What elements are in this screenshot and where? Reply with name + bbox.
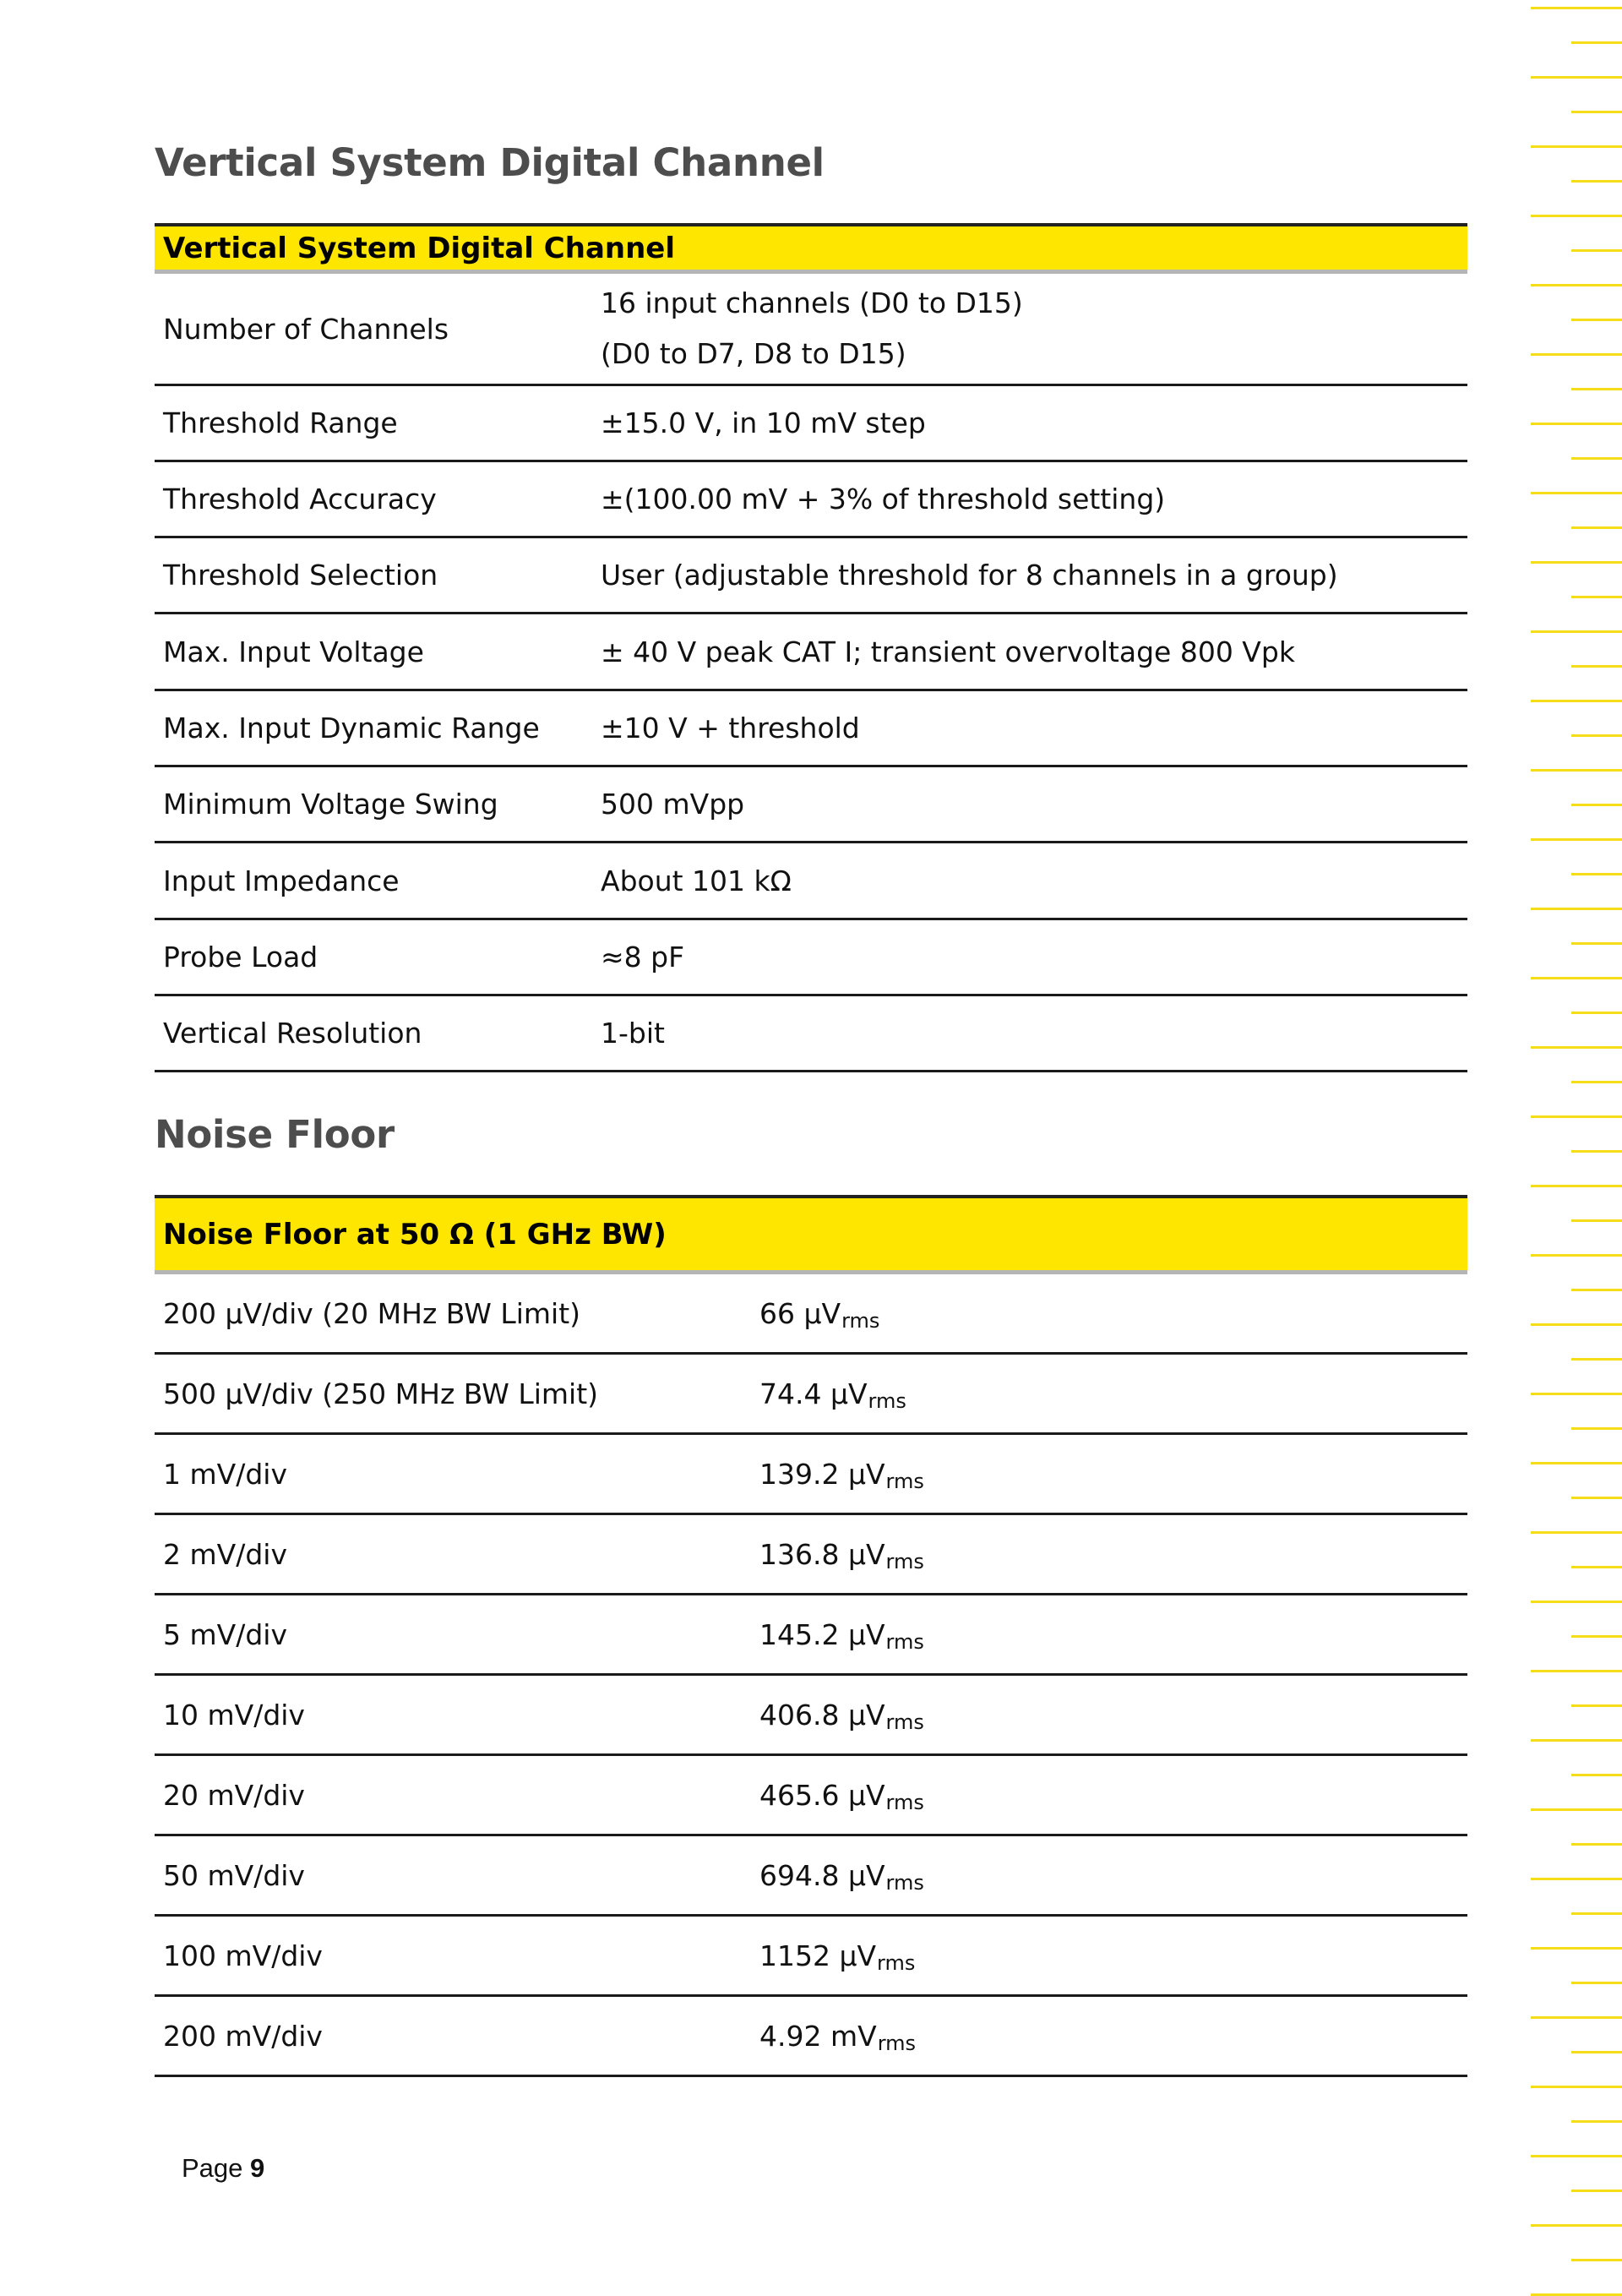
noise-value: 694.8 μV bbox=[759, 1858, 885, 1892]
stripe-line bbox=[1531, 284, 1622, 286]
stripe-line bbox=[1571, 388, 1622, 390]
stripe-line bbox=[1571, 873, 1622, 875]
rms-subscript: rms bbox=[885, 1710, 924, 1734]
stripe-line bbox=[1531, 76, 1622, 79]
stripe-line bbox=[1531, 1531, 1622, 1534]
stripe-line bbox=[1571, 249, 1622, 252]
stripe-line bbox=[1571, 1358, 1622, 1361]
stripe-line bbox=[1531, 838, 1622, 841]
rms-subscript: rms bbox=[868, 1389, 906, 1413]
table-row bbox=[155, 1435, 1467, 1515]
row-label: 50 mV/div bbox=[163, 1858, 305, 1892]
row-value: ±(100.00 mV + 3% of threshold setting) bbox=[601, 483, 1166, 515]
row-label: 200 μV/div (20 MHz BW Limit) bbox=[163, 1296, 581, 1330]
noise-value: 406.8 μV bbox=[759, 1698, 885, 1732]
row-label: Threshold Range bbox=[163, 406, 398, 439]
row-value: ≈8 pF bbox=[601, 941, 685, 973]
row-label: Max. Input Voltage bbox=[163, 635, 424, 668]
noise-value: 74.4 μV bbox=[759, 1377, 868, 1410]
stripe-line bbox=[1531, 1739, 1622, 1742]
noise-section-title: Noise Floor bbox=[155, 1112, 395, 1157]
rms-subscript: rms bbox=[885, 1791, 924, 1814]
row-value: ±10 V + threshold bbox=[601, 712, 860, 744]
noise-value: 465.6 μV bbox=[759, 1778, 885, 1812]
stripe-line bbox=[1531, 1947, 1622, 1950]
stripe-line bbox=[1571, 2259, 1622, 2261]
stripe-line bbox=[1571, 41, 1622, 44]
row-value: ± 40 V peak CAT I; transient overvoltage 800 Vpk bbox=[601, 635, 1295, 668]
row-value bbox=[759, 1997, 916, 2075]
stripe-line bbox=[1571, 1982, 1622, 1984]
stripe-line bbox=[1571, 1081, 1622, 1083]
row-label: Probe Load bbox=[163, 941, 318, 973]
rms-subscript: rms bbox=[877, 2031, 917, 2055]
row-label: Threshold Selection bbox=[163, 559, 438, 592]
table-row bbox=[155, 1997, 1467, 2077]
row-label: 100 mV/div bbox=[163, 1939, 323, 1972]
row-value-line-2: (D0 to D7, D8 to D15) bbox=[601, 337, 906, 370]
noise-value: 145.2 μV bbox=[759, 1617, 885, 1651]
stripe-line bbox=[1571, 2051, 1622, 2053]
stripe-line bbox=[1571, 111, 1622, 113]
table-row bbox=[155, 538, 1467, 614]
rms-subscript: rms bbox=[885, 1470, 924, 1493]
table-row bbox=[155, 1355, 1467, 1435]
row-label: 10 mV/div bbox=[163, 1698, 305, 1732]
stripe-line bbox=[1571, 319, 1622, 321]
stripe-line bbox=[1571, 1150, 1622, 1153]
stripe-line bbox=[1531, 145, 1622, 148]
stripe-line bbox=[1571, 1774, 1622, 1776]
stripe-line bbox=[1531, 2155, 1622, 2157]
stripe-line bbox=[1571, 1497, 1622, 1499]
table-row bbox=[155, 614, 1467, 691]
table-row bbox=[155, 767, 1467, 843]
decorative-stripes bbox=[1521, 0, 1622, 2294]
stripe-line bbox=[1531, 561, 1622, 564]
table-row bbox=[155, 920, 1467, 996]
stripe-line bbox=[1571, 2120, 1622, 2123]
table-row bbox=[155, 996, 1467, 1072]
table-row bbox=[155, 1515, 1467, 1595]
row-value: About 101 kΩ bbox=[601, 864, 792, 897]
row-value bbox=[759, 1595, 924, 1673]
row-label: Max. Input Dynamic Range bbox=[163, 712, 540, 744]
digital-table-header: Vertical System Digital Channel bbox=[155, 223, 1467, 274]
stripe-line bbox=[1531, 1601, 1622, 1603]
row-value bbox=[759, 1515, 924, 1593]
row-label: Input Impedance bbox=[163, 864, 400, 897]
stripe-line bbox=[1571, 2190, 1622, 2192]
row-label: Vertical Resolution bbox=[163, 1017, 422, 1050]
stripe-line bbox=[1531, 1323, 1622, 1326]
stripe-line bbox=[1531, 908, 1622, 910]
stripe-line bbox=[1531, 1115, 1622, 1118]
noise-floor-table bbox=[155, 1195, 1467, 2077]
stripe-line bbox=[1571, 1566, 1622, 1568]
row-label: Threshold Accuracy bbox=[163, 483, 437, 515]
stripe-line bbox=[1531, 492, 1622, 494]
stripe-line bbox=[1531, 2016, 1622, 2019]
rms-subscript: rms bbox=[841, 1309, 880, 1333]
table-row bbox=[155, 1676, 1467, 1756]
digital-section-title: Vertical System Digital Channel bbox=[155, 140, 825, 185]
stripe-line bbox=[1571, 180, 1622, 183]
stripe-line bbox=[1531, 1254, 1622, 1257]
table-row bbox=[155, 691, 1467, 767]
page-number bbox=[182, 2153, 264, 2184]
page-number-value: 9 bbox=[250, 2153, 265, 2183]
stripe-line bbox=[1531, 1878, 1622, 1880]
stripe-line bbox=[1571, 665, 1622, 668]
row-label: 1 mV/div bbox=[163, 1457, 287, 1491]
stripe-line bbox=[1531, 630, 1622, 633]
stripe-line bbox=[1531, 7, 1622, 9]
stripe-line bbox=[1531, 700, 1622, 702]
row-value: User (adjustable threshold for 8 channels in a group) bbox=[601, 559, 1338, 592]
row-value: ±15.0 V, in 10 mV step bbox=[601, 406, 926, 439]
stripe-line bbox=[1531, 1185, 1622, 1187]
table-row bbox=[155, 1917, 1467, 1997]
stripe-line bbox=[1571, 804, 1622, 806]
rms-subscript: rms bbox=[885, 1871, 924, 1895]
noise-table-header: Noise Floor at 50 Ω (1 GHz BW) bbox=[155, 1195, 1467, 1274]
table-row bbox=[155, 1756, 1467, 1836]
stripe-line bbox=[1571, 734, 1622, 737]
table-row bbox=[155, 1836, 1467, 1917]
row-label: Minimum Voltage Swing bbox=[163, 788, 498, 821]
stripe-line bbox=[1531, 769, 1622, 772]
stripe-line bbox=[1531, 1808, 1622, 1811]
rms-subscript: rms bbox=[885, 1550, 924, 1573]
row-value: 500 mVpp bbox=[601, 788, 745, 821]
noise-value: 1152 μV bbox=[759, 1939, 877, 1972]
row-value bbox=[601, 274, 1023, 384]
noise-value: 136.8 μV bbox=[759, 1537, 885, 1571]
row-value bbox=[759, 1917, 915, 1994]
stripe-line bbox=[1531, 1393, 1622, 1395]
table-row bbox=[155, 843, 1467, 920]
row-label: 200 mV/div bbox=[163, 2019, 323, 2053]
row-value bbox=[759, 1756, 924, 1834]
stripe-line bbox=[1571, 457, 1622, 460]
stripe-line bbox=[1571, 1704, 1622, 1707]
stripe-line bbox=[1571, 1219, 1622, 1222]
table-row bbox=[155, 1595, 1467, 1676]
row-label: 500 μV/div (250 MHz BW Limit) bbox=[163, 1377, 599, 1410]
row-label: 20 mV/div bbox=[163, 1778, 305, 1812]
stripe-line bbox=[1531, 1670, 1622, 1672]
row-value bbox=[759, 1274, 879, 1352]
row-label: 5 mV/div bbox=[163, 1617, 287, 1651]
stripe-line bbox=[1531, 2224, 1622, 2227]
row-value bbox=[759, 1435, 924, 1513]
page-label: Page bbox=[182, 2153, 243, 2183]
digital-spec-table bbox=[155, 223, 1467, 1072]
stripe-line bbox=[1571, 1012, 1622, 1014]
row-value bbox=[759, 1355, 906, 1432]
stripe-line bbox=[1531, 423, 1622, 425]
stripe-line bbox=[1571, 1289, 1622, 1291]
noise-value: 4.92 mV bbox=[759, 2019, 877, 2053]
table-row bbox=[155, 386, 1467, 462]
table-row bbox=[155, 462, 1467, 538]
stripe-line bbox=[1571, 942, 1622, 945]
row-value bbox=[759, 1836, 924, 1914]
row-label: 2 mV/div bbox=[163, 1537, 287, 1571]
row-value bbox=[759, 1676, 924, 1753]
row-label: Number of Channels bbox=[163, 312, 449, 346]
table-row bbox=[155, 1274, 1467, 1355]
table-row bbox=[155, 274, 1467, 386]
noise-value: 66 μV bbox=[759, 1296, 841, 1330]
stripe-line bbox=[1531, 215, 1622, 217]
stripe-line bbox=[1531, 2086, 1622, 2088]
stripe-line bbox=[1571, 1912, 1622, 1915]
stripe-line bbox=[1571, 596, 1622, 598]
stripe-line bbox=[1531, 1046, 1622, 1049]
stripe-line bbox=[1571, 1427, 1622, 1430]
row-value-line-1: 16 input channels (D0 to D15) bbox=[601, 286, 1023, 319]
noise-value: 139.2 μV bbox=[759, 1457, 885, 1491]
stripe-line bbox=[1571, 526, 1622, 529]
stripe-line bbox=[1531, 977, 1622, 979]
rms-subscript: rms bbox=[885, 1630, 924, 1654]
rms-subscript: rms bbox=[877, 1951, 916, 1975]
row-value: 1-bit bbox=[601, 1017, 665, 1050]
stripe-line bbox=[1571, 1843, 1622, 1846]
stripe-line bbox=[1531, 353, 1622, 356]
stripe-line bbox=[1571, 1635, 1622, 1638]
stripe-line bbox=[1531, 1462, 1622, 1464]
